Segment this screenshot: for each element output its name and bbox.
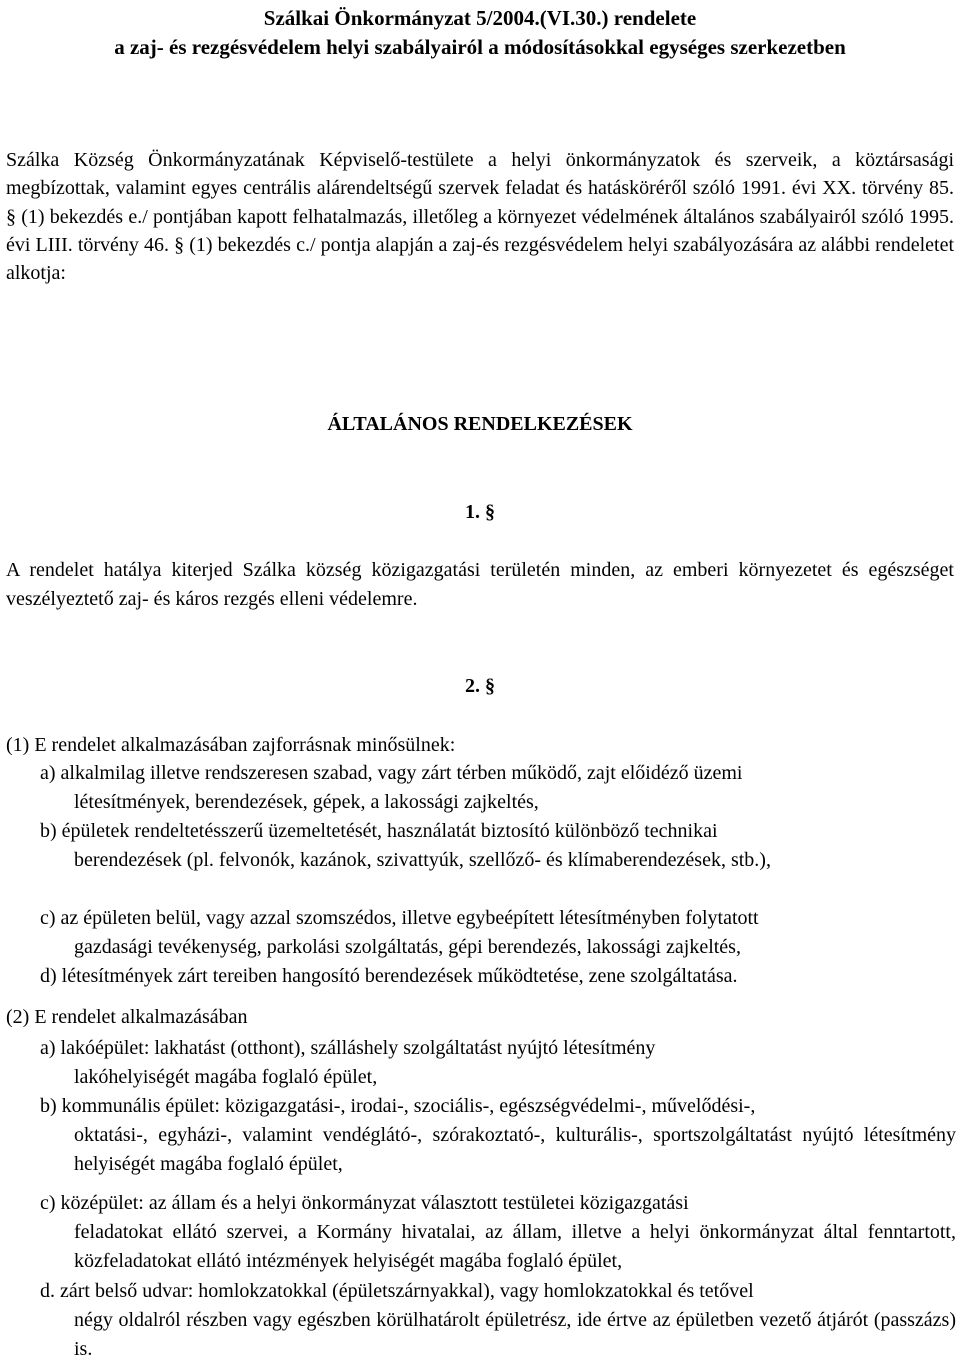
list-item-lead: c) az épületen belül, vagy azzal szomszédos, illetve egybeépített létesítményben folytatott	[40, 907, 759, 929]
section-heading: ÁLTALÁNOS RENDELKEZÉSEK	[327, 413, 633, 435]
section-2-number: 2. §	[465, 675, 495, 697]
document-title: Szálkai Önkormányzat 5/2004.(VI.30.) rendelete	[263, 6, 697, 30]
list-item-continuation: négy oldalról részben vagy egészben körülhatárolt épületrész, ide értve az épületben vezető átjárót (passzázs) is.	[74, 1309, 956, 1360]
list-item-1a	[40, 759, 928, 817]
list-item-2b	[40, 1092, 956, 1179]
document-subtitle: a zaj- és rezgésvédelem helyi szabályairól a módosításokkal egységes szerkezetben	[114, 35, 846, 59]
list-item-lead: d. zárt belső udvar: homlokzatokkal (épületszárnyakkal), vagy homlokzatokkal és tetővel	[40, 1280, 754, 1302]
paragraph-2-intro: (2) E rendelet alkalmazásában	[6, 1006, 248, 1028]
section-1-number: 1. §	[465, 501, 495, 523]
list-item-1d: d) létesítmények zárt tereiben hangosító berendezések működtetése, zene szolgáltatása.	[40, 965, 738, 987]
list-item-continuation: gazdasági tevékenység, parkolási szolgáltatás, gépi berendezés, lakossági zajkeltés,	[74, 936, 741, 958]
list-item-2c	[40, 1189, 956, 1276]
list-item-continuation: oktatási-, egyházi-, valamint vendéglátó-, szórakoztató-, kulturális-, sportszolgáltatást nyújtó létesítmény helyiségét magába foglaló épület,	[74, 1124, 956, 1175]
list-item-2d	[40, 1277, 956, 1364]
list-item-continuation: berendezések (pl. felvonók, kazánok, szivattyúk, szellőző- és klímaberendezések, stb.),	[74, 849, 771, 871]
list-item-lead: c) középület: az állam és a helyi önkormányzat választott testületei közigazgatási	[40, 1192, 689, 1214]
list-item-continuation: feladatokat ellátó szervei, a Kormány hivatalai, az állam, illetve a helyi önkormányzat által fenntartott, közfeladatokat ellátó intézmények helyiségét magába foglaló épület,	[74, 1221, 956, 1272]
section-1-text: A rendelet hatálya kiterjed Szálka község közigazgatási területén minden, az emberi környezetet és egészséget veszélyeztető zaj- és káros rezgés elleni védelemre.	[6, 559, 954, 610]
list-item-continuation: létesítmények, berendezések, gépek, a lakossági zajkeltés,	[74, 791, 539, 813]
list-item-lead: b) kommunális épület: közigazgatási-, irodai-, szociális-, egészségvédelmi-, művelődési-,	[40, 1095, 756, 1117]
list-item-1b	[40, 817, 928, 875]
list-item-lead: b) épületek rendeltetésszerű üzemeltetését, használatát biztosító különböző technikai	[40, 820, 718, 842]
list-item-lead: a) alkalmilag illetve rendszeresen szabad, vagy zárt térben működő, zajt előidéző üzemi	[40, 762, 743, 784]
list-item-continuation: lakóhelyiségét magába foglaló épület,	[74, 1066, 378, 1088]
preamble-paragraph: Szálka Község Önkormányzatának Képviselő-testülete a helyi önkormányzatok és szerveik, a köztársasági megbízottak, valamint egyes centrális alárendeltségű szervek feladat és hatásköréről szóló 1991. évi XX. törvény 85. § (1) bekezdés e./ pontjában kapott felhatalmazás, illetőleg a környezet védelmének általános szabályairól szóló 1995. évi LIII. törvény 46. § (1) bekezdés c./ pontja alapján a zaj-és rezgésvédelem helyi szabályozására az alábbi rendeletet alkotja:	[6, 149, 954, 285]
list-item-2a	[40, 1034, 956, 1092]
list-item-lead: a) lakóépület: lakhatást (otthont), szálláshely szolgáltatást nyújtó létesítmény	[40, 1037, 656, 1059]
list-item-1c	[40, 904, 940, 962]
paragraph-1-intro: (1) E rendelet alkalmazásában zajforrásnak minősülnek:	[6, 734, 456, 756]
